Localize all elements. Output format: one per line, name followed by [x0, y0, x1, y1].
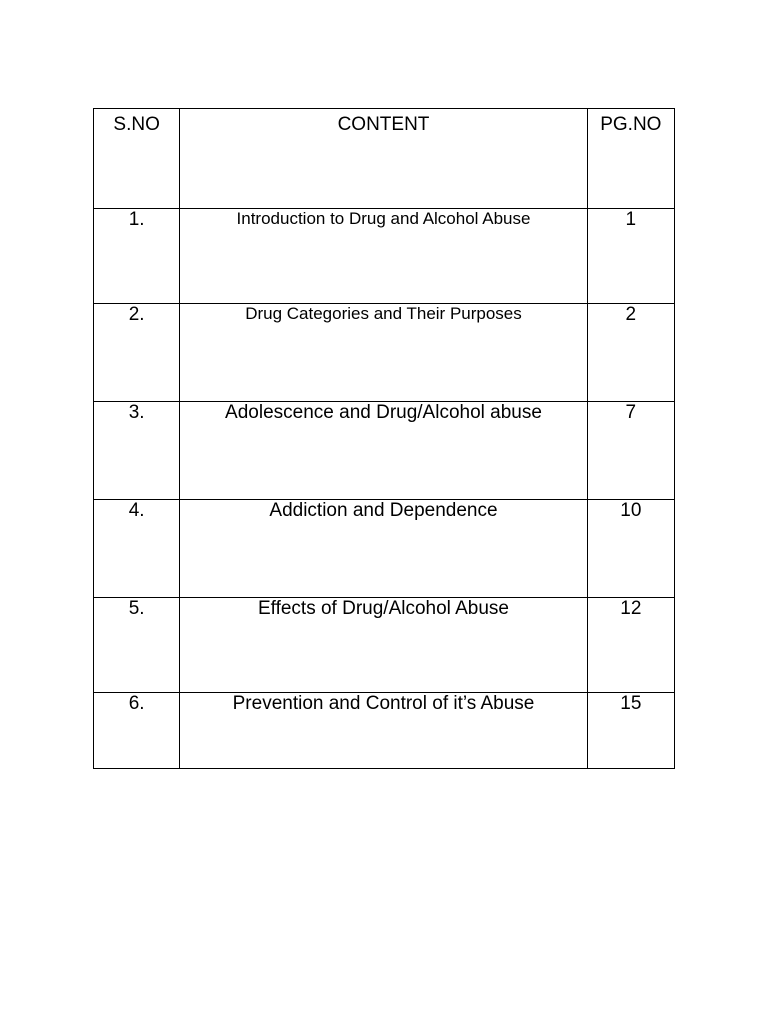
- row-content: Effects of Drug/Alcohol Abuse: [180, 598, 587, 693]
- row-sno: 2.: [94, 304, 180, 402]
- row-content: Adolescence and Drug/Alcohol abuse: [180, 402, 587, 500]
- table-row: [94, 500, 675, 598]
- table-of-contents: [93, 108, 675, 769]
- row-pgno: 10: [587, 500, 674, 598]
- header-sno: S.NO: [94, 109, 180, 209]
- row-content: Drug Categories and Their Purposes: [180, 304, 587, 402]
- row-pgno: 12: [587, 598, 674, 693]
- row-sno: 3.: [94, 402, 180, 500]
- header-pgno: PG.NO: [587, 109, 674, 209]
- row-pgno: 7: [587, 402, 674, 500]
- row-sno: 1.: [94, 209, 180, 304]
- row-sno: 5.: [94, 598, 180, 693]
- table-row: [94, 209, 675, 304]
- row-pgno: 15: [587, 693, 674, 769]
- row-sno: 6.: [94, 693, 180, 769]
- row-content: Addiction and Dependence: [180, 500, 587, 598]
- table-row: [94, 693, 675, 769]
- row-content: Introduction to Drug and Alcohol Abuse: [180, 209, 587, 304]
- table-row: [94, 402, 675, 500]
- table-row: [94, 598, 675, 693]
- header-content: CONTENT: [180, 109, 587, 209]
- row-pgno: 1: [587, 209, 674, 304]
- table-row: [94, 304, 675, 402]
- table-header-row: [94, 109, 675, 209]
- row-sno: 4.: [94, 500, 180, 598]
- row-content: Prevention and Control of it’s Abuse: [180, 693, 587, 769]
- row-pgno: 2: [587, 304, 674, 402]
